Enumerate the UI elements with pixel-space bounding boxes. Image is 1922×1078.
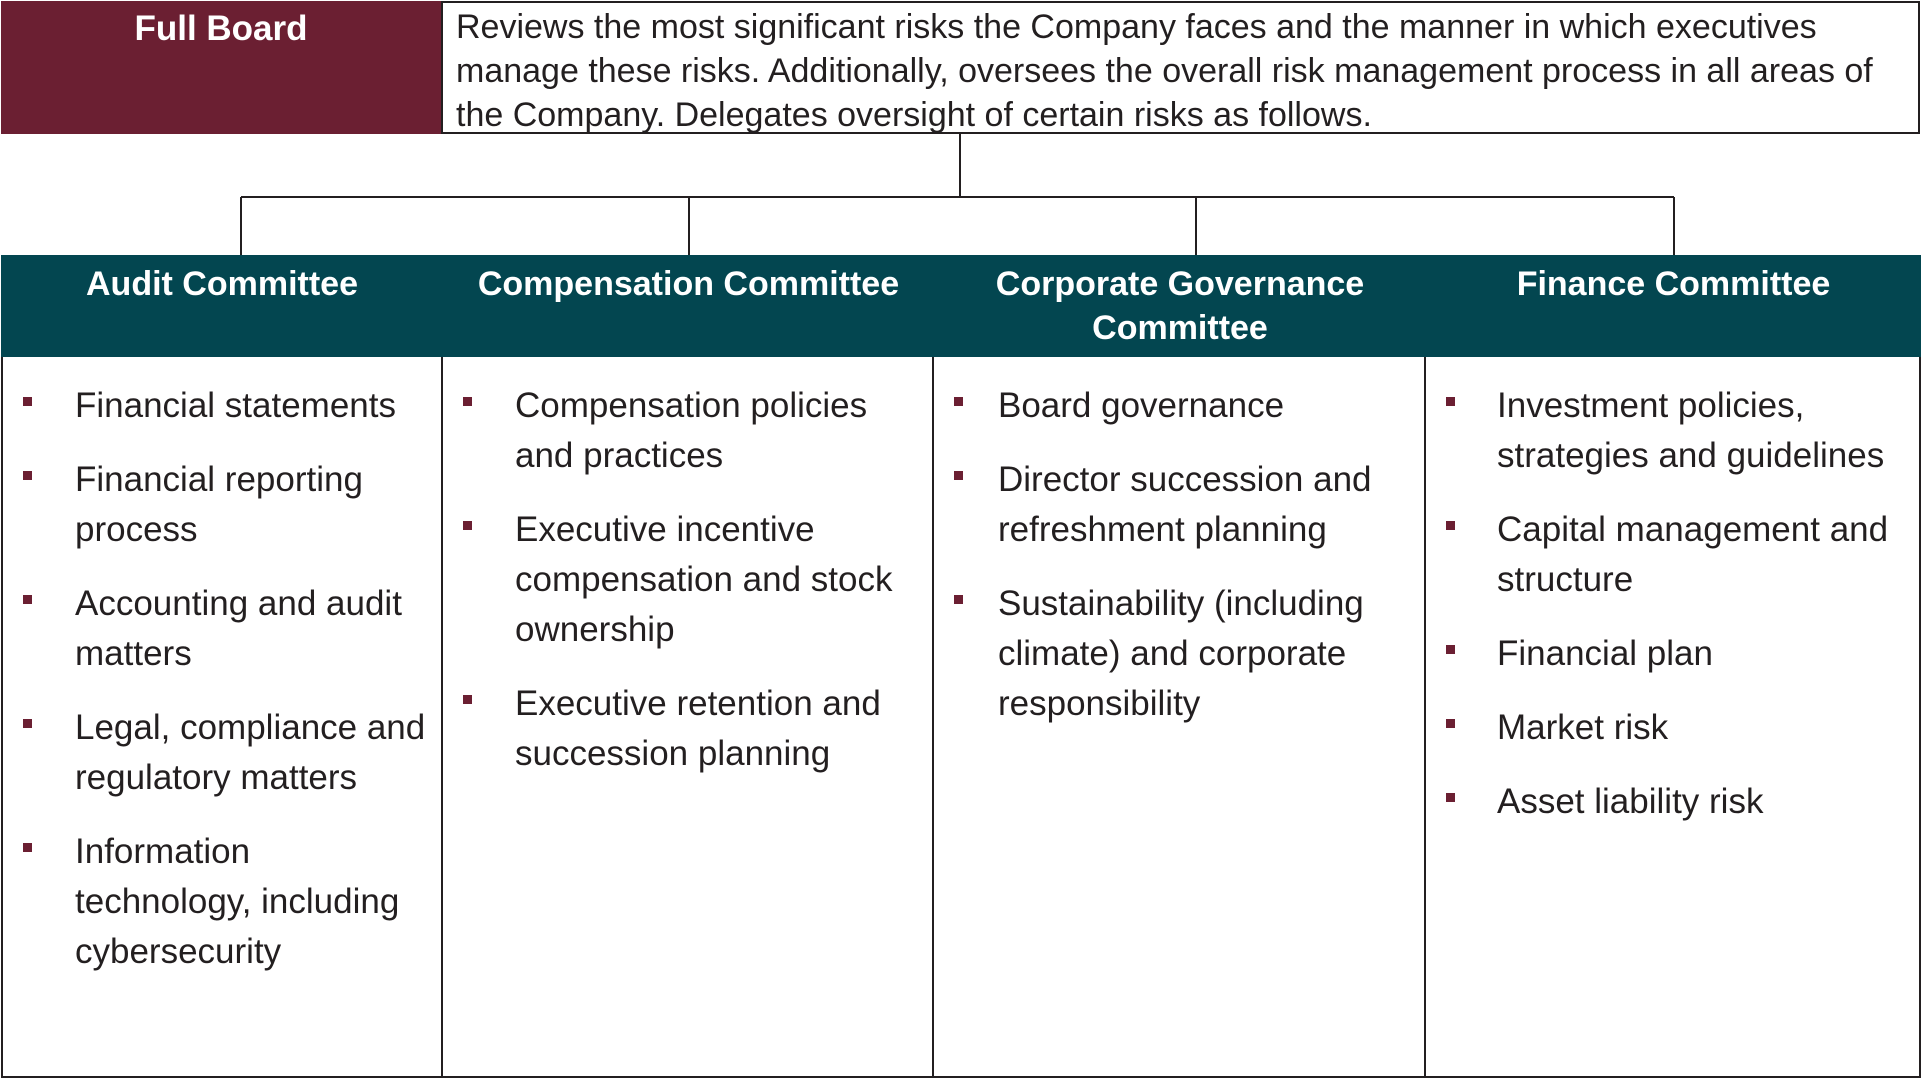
list-item: Investment policies, strategies and guidelines <box>1497 381 1919 481</box>
org-connectors <box>0 0 1922 260</box>
bullet-icon <box>463 695 472 704</box>
list-item: Board governance <box>998 381 1424 431</box>
bullet-icon <box>1446 645 1455 654</box>
list-item: Financial statements <box>75 381 441 431</box>
bullet-icon <box>23 719 32 728</box>
bullet-icon <box>1446 793 1455 802</box>
bullet-icon <box>23 471 32 480</box>
bullet-icon <box>463 521 472 530</box>
bullet-icon <box>23 595 32 604</box>
bullet-icon <box>954 397 963 406</box>
full-board-label: Full Board <box>1 1 441 134</box>
list-item: Financial plan <box>1497 629 1919 679</box>
committee-compensation <box>443 255 934 1078</box>
list-item: Information technology, including cybersecurity <box>75 827 441 977</box>
list-item: Sustainability (including climate) and corporate responsibility <box>998 579 1424 729</box>
bullet-icon <box>23 843 32 852</box>
bullet-icon <box>463 397 472 406</box>
full-board-description: Reviews the most significant risks the Company faces and the manner in which executives manage these risks. Additionally, oversees the overall risk management process in all areas of the Company. Delegates oversight of certain risks as follows. <box>441 1 1920 134</box>
bullet-icon <box>1446 719 1455 728</box>
committee-header: Corporate Governance Committee <box>934 255 1426 357</box>
committee-header: Audit Committee <box>1 255 443 357</box>
bullet-icon <box>23 397 32 406</box>
bullet-icon <box>1446 397 1455 406</box>
committee-body <box>934 357 1426 1078</box>
list-item: Financial reporting process <box>75 455 441 555</box>
committee-body <box>1426 357 1921 1078</box>
list-item: Executive incentive compensation and stock ownership <box>515 505 932 655</box>
list-item: Capital management and structure <box>1497 505 1919 605</box>
committee-body <box>443 357 934 1078</box>
committee-corporate-governance <box>934 255 1426 1078</box>
list-item: Executive retention and succession planning <box>515 679 932 779</box>
committee-header: Finance Committee <box>1426 255 1921 357</box>
list-item: Accounting and audit matters <box>75 579 441 679</box>
list-item: Asset liability risk <box>1497 777 1919 827</box>
bullet-icon <box>954 595 963 604</box>
committee-header: Compensation Committee <box>443 255 934 357</box>
bullet-icon <box>954 471 963 480</box>
list-item: Legal, compliance and regulatory matters <box>75 703 441 803</box>
committee-finance <box>1426 255 1921 1078</box>
list-item: Market risk <box>1497 703 1919 753</box>
list-item: Director succession and refreshment planning <box>998 455 1424 555</box>
list-item: Compensation policies and practices <box>515 381 932 481</box>
committee-audit <box>1 255 443 1078</box>
bullet-icon <box>1446 521 1455 530</box>
committee-body <box>1 357 443 1078</box>
